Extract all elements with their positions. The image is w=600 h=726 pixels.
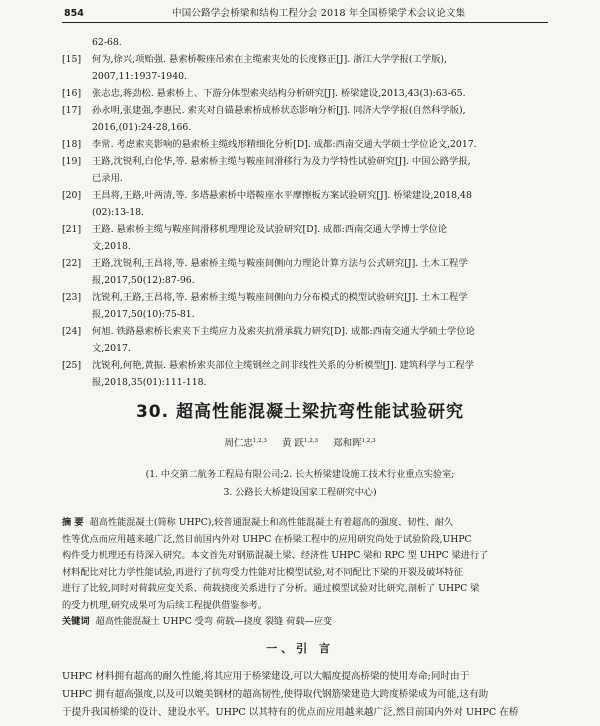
reference-number: [24] <box>62 326 82 337</box>
affiliation-line: 3. 公路长大桥建设国家工程研究中心) <box>223 487 377 498</box>
abstract <box>62 515 548 614</box>
author: 黄 跃$^{1,2,3}$ <box>281 437 319 449</box>
reference-number: [21] <box>62 224 82 235</box>
body-line: 于提升我国桥梁的设计、建设水平。UHPC 以其特有的优点而应用越来越广泛,然目前国内外对 UHPC 在桥 <box>62 707 519 718</box>
reference-line <box>62 51 548 68</box>
reference-line <box>62 255 548 272</box>
affiliation-line: (1. 中交第二航务工程局有限公司;2. 长大桥梁建设施工技术行业重点实验室; <box>145 469 455 480</box>
author-list <box>0 435 600 449</box>
reference-text: 孙永明,张建强,李惠民. 索夹对自锚悬索桥成桥状态影响分析[J]. 同济大学学报(自然科学版), <box>92 105 466 116</box>
reference-number: [17] <box>62 105 82 116</box>
reference-line <box>62 102 548 119</box>
reference-number: [23] <box>62 292 82 303</box>
author: 周仁忠$^{1,2,3}$ <box>224 437 267 449</box>
keywords-label: 关键词 <box>62 616 90 627</box>
reference-line <box>62 34 548 51</box>
reference-text: 已录用. <box>92 173 123 184</box>
reference-line <box>62 119 548 136</box>
reference-line <box>62 170 548 187</box>
reference-text: 何为,徐兴,项贻强. 悬索桥鞍座吊索在主缆索夹处的长度修正[J]. 浙江大学学报(工学版), <box>92 54 448 65</box>
reference-line <box>62 323 548 340</box>
reference-text: 沈锐利,何艳,黄振. 悬索桥索夹部位主缆钢丝之间非线性关系的分析模型[J]. 建筑科学与工程学 <box>92 360 474 371</box>
reference-text: 沈锐利,王路,王昌将,等. 悬索桥主缆与鞍座间侧向力分布模式的模型试验研究[J]. 土木工程学 <box>92 292 468 303</box>
reference-line <box>62 68 548 85</box>
abstract-label: 摘 要 <box>62 517 84 528</box>
reference-text: 2016,(01):24-28,166. <box>92 122 192 133</box>
reference-text: (02):13-18. <box>92 207 144 218</box>
reference-line <box>62 187 548 204</box>
reference-number: [22] <box>62 258 82 269</box>
intro-paragraph <box>62 668 548 722</box>
reference-text: 62-68. <box>92 37 122 48</box>
abstract-line: 进行了比较,同时对荷载应变关系、荷载挠度关系进行了分析。通过模型试验对比研究,剖析了 UHPC 梁 <box>62 583 480 594</box>
keywords-text: 超高性能混凝土 UHPC 受弯 荷载—挠度 裂缝 荷载—应变 <box>95 616 333 627</box>
reference-line <box>62 374 548 391</box>
reference-number: [18] <box>62 139 82 150</box>
paper-title: 30. 超高性能混凝土梁抗弯性能试验研究 <box>135 402 465 422</box>
reference-text: 王路,沈锐利,白伦华,等. 悬索桥主缆与鞍座间滑移行为及力学特性试验研究[J]. 中国公路学报, <box>92 156 471 167</box>
reference-number: [19] <box>62 156 82 167</box>
reference-number: [20] <box>62 190 82 201</box>
abstract-line: 的受力机理,研究成果可为后续工程提供借鉴参考。 <box>62 599 268 611</box>
reference-line <box>62 272 548 289</box>
reference-number: [16] <box>62 88 82 99</box>
reference-number: [25] <box>62 360 82 371</box>
reference-text: 2007,11:1937-1940. <box>92 71 187 82</box>
abstract-line: 性等优点而应用越来越广泛,然目前国内外对 UHPC 在桥梁工程中的应用研究尚处于试验阶段,UHPC <box>62 533 472 545</box>
body-line: UHPC 材料拥有超高的耐久性能,将其应用于桥梁建设,可以大幅度提高桥梁的使用寿命;同时由于 <box>62 671 470 682</box>
reference-text: 报,2018,35(01):111-118. <box>92 377 207 388</box>
reference-line <box>62 289 548 306</box>
reference-text: 何旭. 铁路悬索桥长索夹下主缆应力及索夹抗滑承载力研究[D]. 成都:西南交通大学硕士学位论 <box>92 326 475 337</box>
reference-text: 王路,沈锐利,王昌将,等. 悬索桥主缆与鞍座间侧向力理论计算方法与公式研究[J]. 土木工程学 <box>92 258 468 269</box>
keywords <box>62 613 548 627</box>
reference-line <box>62 85 548 102</box>
abstract-line: 材料配比对比力学性能试验,再进行了抗弯受力性能对比模型试验,对不同配比下梁的开裂及破坏特征 <box>62 566 463 578</box>
reference-number: [15] <box>62 54 82 65</box>
body-line: UHPC 拥有超高强度,以及可以媲美钢材的超高韧性,使得取代钢筋梁建造大跨度桥梁成为可能,这有助 <box>62 689 489 700</box>
page-number: 854 <box>64 8 84 19</box>
author: 郑和晖$^{1,2,3}$ <box>333 437 376 449</box>
running-header <box>62 6 548 23</box>
reference-line <box>62 340 548 357</box>
reference-line <box>62 153 548 170</box>
reference-line <box>62 357 548 374</box>
reference-text: 张志忠,蒋劲松. 悬索桥上、下游分体型索夹结构分析研究[J]. 桥梁建设,2013,43(3):63-65. <box>92 88 466 99</box>
abstract-line: 摘 要 超高性能混凝土(简称 UHPC),较普通混凝土和高性能混凝土有着超高的强度、韧性、耐久 <box>62 517 454 528</box>
reference-line <box>62 204 548 221</box>
reference-text: 王昌将,王路,叶两清,等. 多塔悬索桥中塔鞍座水平摩擦板方案试验研究[J]. 桥梁建设,2018,48 <box>92 190 472 201</box>
section-heading: 一、引 言 <box>266 642 334 655</box>
reference-line <box>62 238 548 255</box>
reference-line <box>62 306 548 323</box>
reference-text: 王路. 悬索桥主缆与鞍座间滑移机理理论及试验研究[D]. 成都:西南交通大学博士学位论 <box>92 224 448 235</box>
reference-text: 报,2017,50(12):87-96. <box>92 275 195 286</box>
reference-line <box>62 221 548 238</box>
reference-text: 报,2017,50(10):75-81. <box>92 309 195 320</box>
reference-text: 李常. 考虑索夹影响的悬索桥主缆线形精细化分析[D]. 成都:西南交通大学硕士学位论文,2017. <box>92 139 477 150</box>
reference-line <box>62 136 548 153</box>
reference-text: 文,2017. <box>92 343 131 354</box>
running-title: 中国公路学会桥梁和结构工程分会 2018 年全国桥梁学术会议论文集 <box>172 8 466 19</box>
abstract-line: 构件受力机理还有待深入研究。本文首先对钢筋混凝土梁、经济性 UHPC 梁和 RPC 型 UHPC 梁进行了 <box>62 550 489 561</box>
reference-list <box>62 34 548 391</box>
reference-text: 文,2018. <box>92 241 131 252</box>
